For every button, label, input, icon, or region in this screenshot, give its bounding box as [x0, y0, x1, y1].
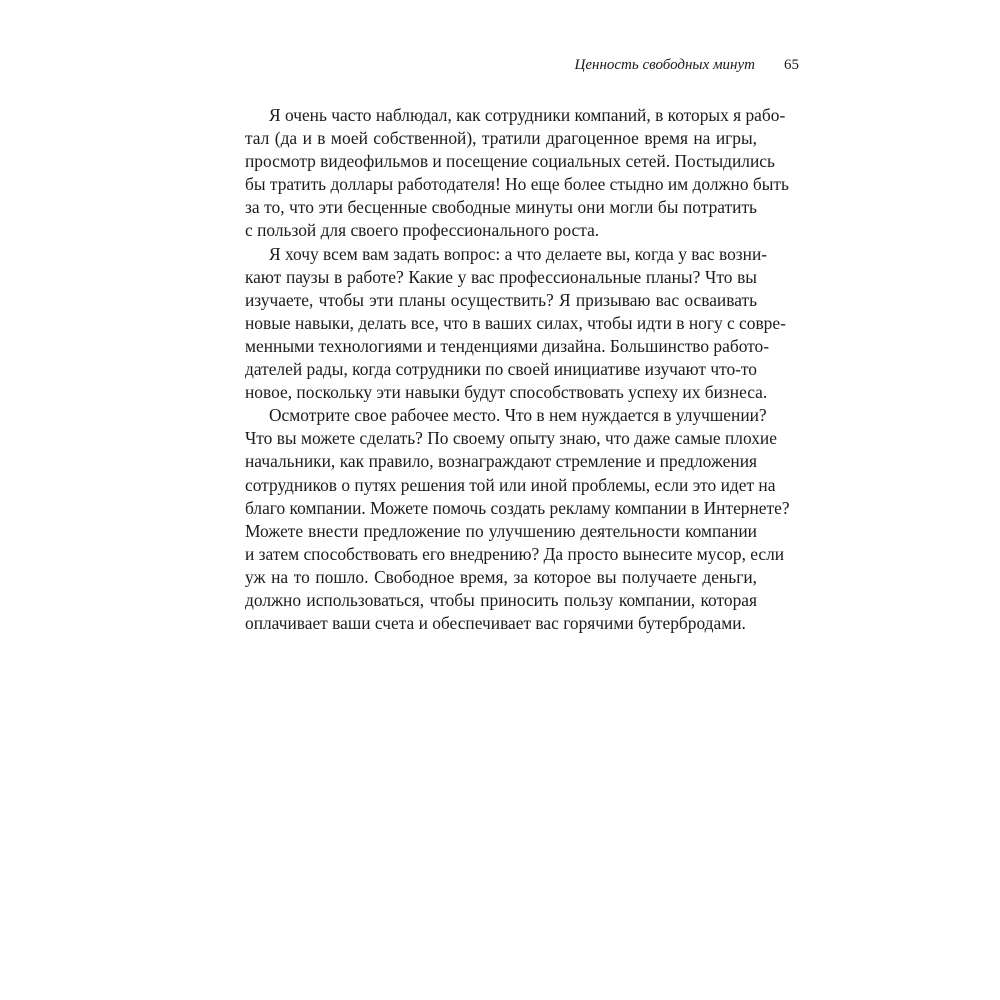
text-line: просмотр видеофильмов и посещение социальных сетей. Постыдились: [245, 151, 775, 172]
text-line: с пользой для своего профессионального роста.: [245, 220, 600, 241]
page-number: 65: [784, 57, 799, 73]
text-line: кают паузы в работе? Какие у вас профессиональные планы? Что вы: [245, 266, 757, 287]
text-line: Можете внести предложение по улучшению деятельности компании: [245, 520, 757, 541]
text-line: новые навыки, делать все, что в ваших силах, чтобы идти в ногу с совре-: [245, 312, 786, 333]
text-line: тал (да и в моей собственной), тратили драгоценное время на игры,: [245, 128, 757, 149]
text-line: изучаете, чтобы эти планы осуществить? Я призываю вас осваивать: [245, 289, 757, 310]
text-line: сотрудников о путях решения той или иной проблемы, если это идет на: [245, 474, 776, 495]
paragraph: [245, 404, 790, 635]
text-line: Я очень часто наблюдал, как сотрудники компаний, в которых я рабо-: [269, 105, 786, 125]
text-line: начальники, как правило, вознаграждают стремление и предложения: [245, 451, 757, 472]
text-line: уж на то пошло. Свободное время, за которое вы получаете деньги,: [245, 566, 757, 587]
running-head: [245, 57, 799, 79]
text-line: менными технологиями и тенденциями дизайна. Большинство работо-: [245, 335, 770, 356]
text-line: оплачивает ваши счета и обеспечивает вас горячими бутербродами.: [245, 613, 746, 634]
text-line: дателей рады, когда сотрудники по своей инициативе изучают что-то: [245, 359, 757, 380]
text-line: должно использоваться, чтобы приносить пользу компании, которая: [245, 589, 757, 610]
text-line: бы тратить доллары работодателя! Но еще более стыдно им должно быть: [245, 174, 789, 195]
text-line: за то, что эти бесценные свободные минуты они могли бы потратить: [245, 197, 757, 218]
text-line: благо компании. Можете помочь создать рекламу компании в Интернете?: [245, 497, 790, 518]
text-line: Что вы можете сделать? По своему опыту знаю, что даже самые плохие: [245, 428, 777, 449]
text-line: новое, поскольку эти навыки будут способствовать успеху их бизнеса.: [245, 382, 768, 403]
text-line: и затем способствовать его внедрению? Да просто вынесите мусор, если: [245, 543, 785, 564]
body-text: [245, 104, 790, 635]
paragraph: [245, 243, 786, 405]
text-line: Я хочу всем вам задать вопрос: а что делаете вы, когда у вас возни-: [269, 243, 768, 264]
text-line: Осмотрите свое рабочее место. Что в нем нуждается в улучшении?: [269, 405, 767, 426]
paragraph: [245, 104, 789, 243]
running-title: Ценность свободных минут: [574, 57, 755, 73]
